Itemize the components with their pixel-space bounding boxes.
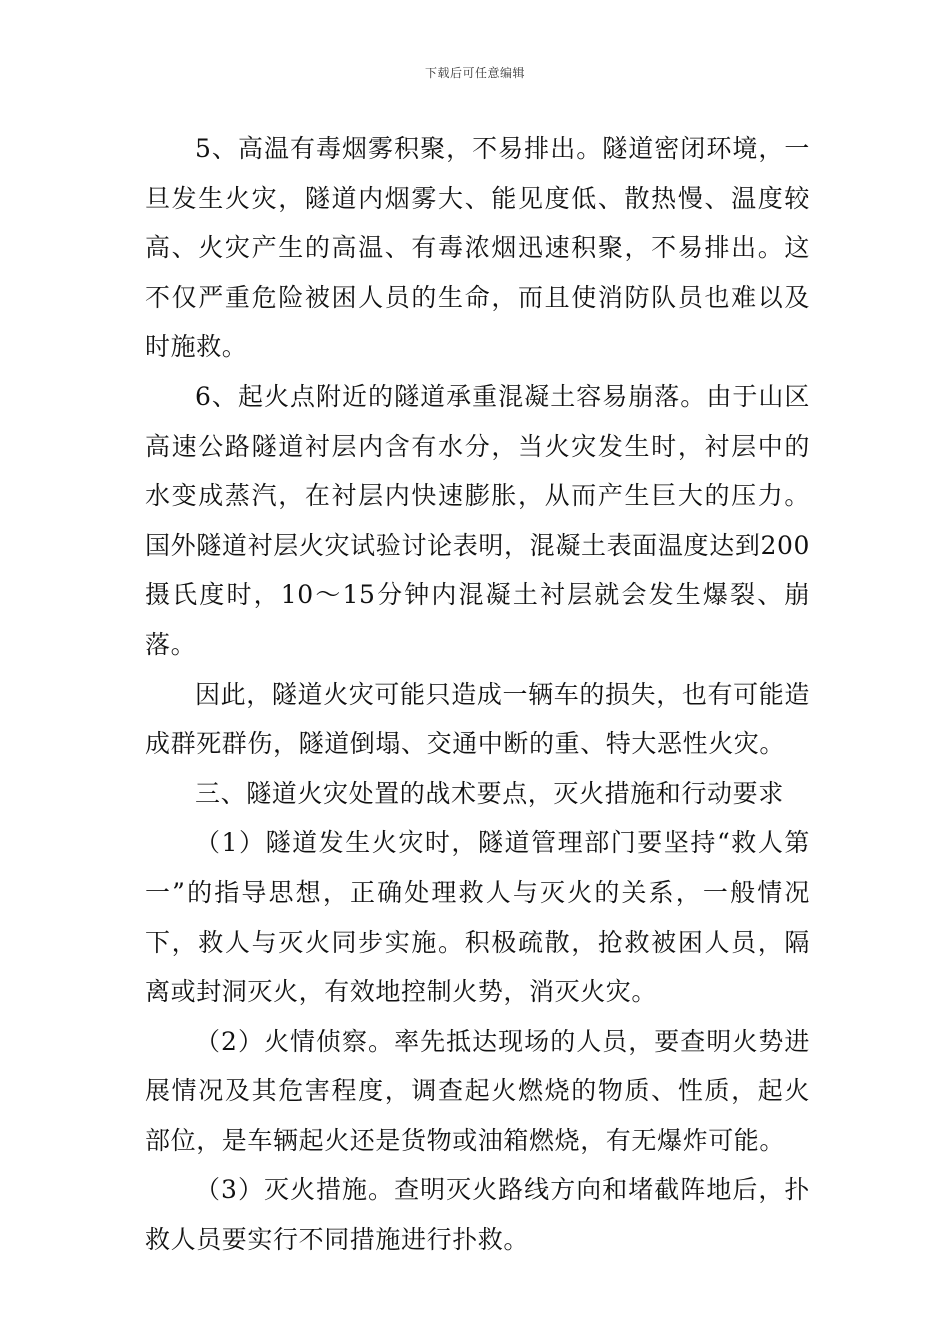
paragraph-item-2-fire-reconnaissance: （2）火情侦察。率先抵达现场的人员，要查明火势进展情况及其危害程度，调查起火燃烧的物质、性质，起火部位，是车辆起火还是货物或油箱燃烧，有无爆炸可能。 (145, 1026, 810, 1155)
paragraph-item-3-firefighting-measures: （3）灭火措施。查明灭火路线方向和堵截阵地后，扑救人员要实行不同措施进行扑救。 (145, 1175, 810, 1255)
document-body (145, 124, 810, 1265)
paragraph-6-concrete-spalling: 6、起火点附近的隧道承重混凝土容易崩落。由于山区高速公路隧道衬层内含有水分，当火灾发生时，衬层中的水变成蒸汽，在衬层内快速膨胀，从而产生巨大的压力。国外隧道衬层火灾试验讨论表明，混凝土表面温度达到200摄氏度时，10～15分钟内混凝土衬层就会发生爆裂、崩落。 (145, 381, 810, 659)
paragraph-5-toxic-smoke: 5、高温有毒烟雾积聚，不易排出。隧道密闭环境，一旦发生火灾，隧道内烟雾大、能见度低、散热慢、温度较高、火灾产生的高温、有毒浓烟迅速积聚，不易排出。这不仅严重危险被困人员的生命，而且使消防队员也难以及时施救。 (145, 134, 810, 362)
section-heading-tactics: 三、隧道火灾处置的战术要点，灭火措施和行动要求 (195, 778, 784, 808)
paragraph-item-1-rescue-first: （1）隧道发生火灾时，隧道管理部门要坚持“救人第一”的指导思想，正确处理救人与灭火的关系，一般情况下，救人与灭火同步实施。积极疏散，抢救被困人员，隔离或封洞灭火，有效地控制火势，消灭火灾。 (145, 828, 810, 1007)
page-header: 下载后可任意编辑 (424, 66, 525, 80)
paragraph-conclusion: 因此，隧道火灾可能只造成一辆车的损失，也有可能造成群死群伤，隧道倒塌、交通中断的重、特大恶性火灾。 (145, 679, 810, 759)
